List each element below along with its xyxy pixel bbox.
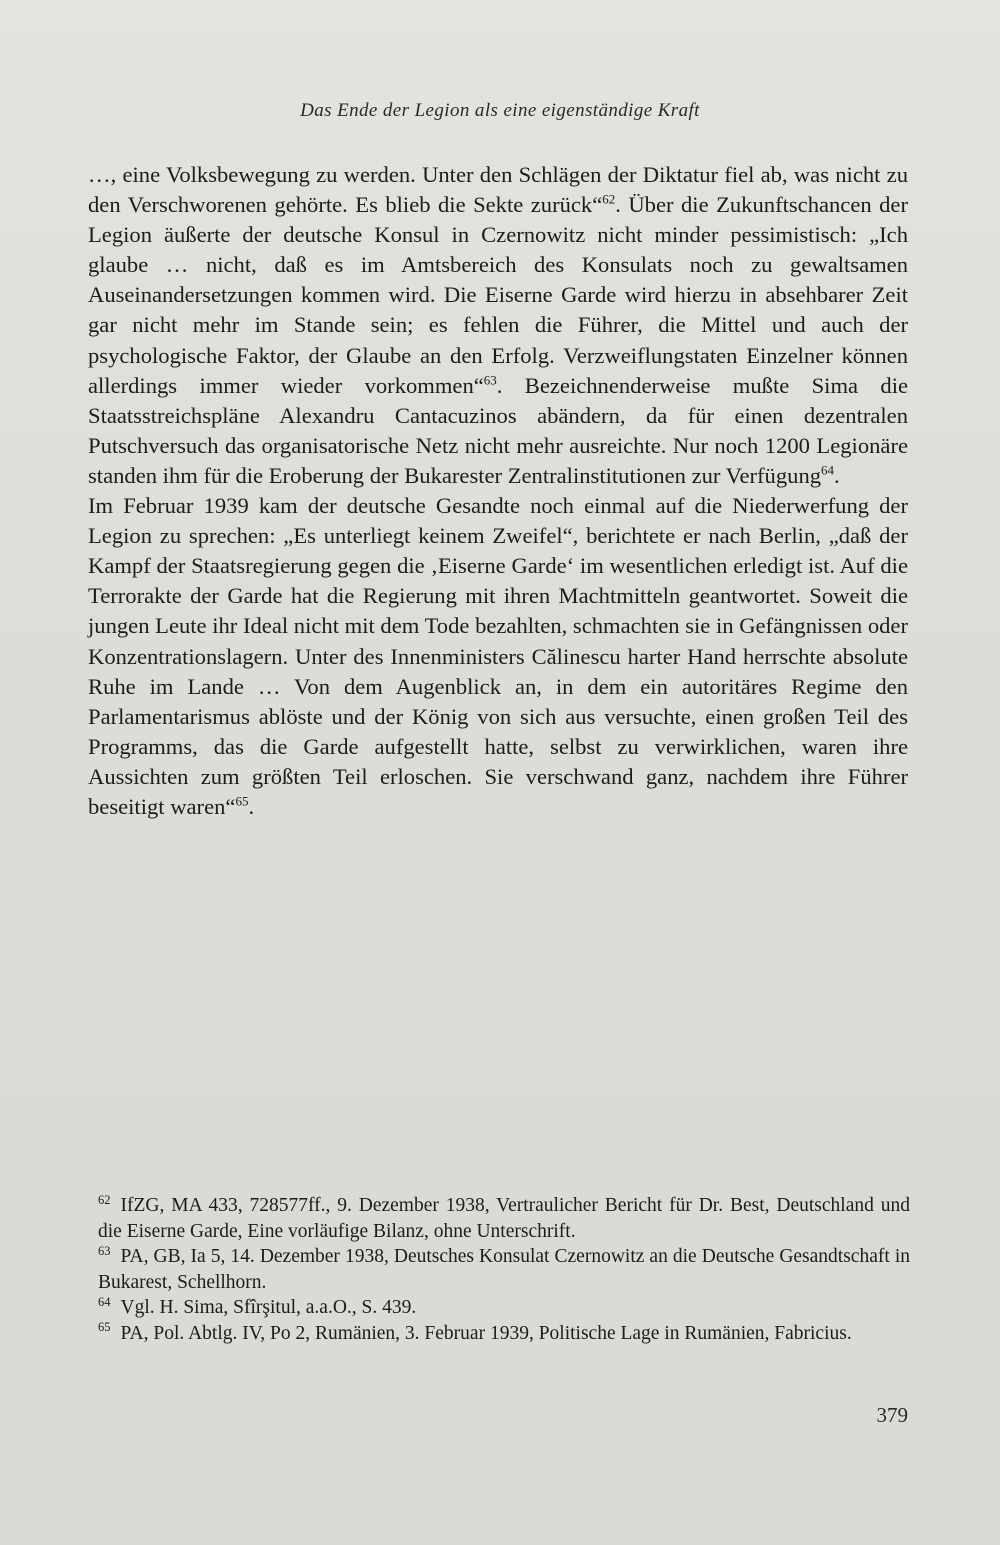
footnote-63 [98, 1244, 910, 1295]
footnote-ref-65: 65 [235, 793, 249, 809]
footnote-number: 64 [98, 1294, 111, 1309]
running-head: Das Ende der Legion als eine eigenständige Kraft [300, 100, 700, 121]
footnote-65 [98, 1321, 910, 1347]
footnotes [98, 1193, 910, 1346]
body-text [88, 160, 908, 822]
text-segment: . [248, 793, 255, 819]
footnote-number: 63 [98, 1243, 111, 1258]
text-segment: …, eine Volksbewegung zu werden. Unter den Schlägen der Diktatur fiel ab, was nicht zu den Verschworenen gehörte. Es blieb die Sekte zurück“ [88, 162, 908, 218]
page-number: 379 [876, 1403, 908, 1427]
footnote-ref-62: 62 [602, 191, 616, 207]
footnote-number: 62 [98, 1192, 111, 1207]
paragraph [88, 160, 908, 491]
footnote-text: PA, GB, Ia 5, 14. Dezember 1938, Deutsches Konsulat Czernowitz an die Deutsche Gesandtschaft in Bukarest, Schellhorn. [98, 1246, 910, 1293]
footnote-text: IfZG, MA 433, 728577ff., 9. Dezember 1938, Vertraulicher Bericht für Dr. Best, Deutschland und die Eiserne Garde, Eine vorläufige Bilanz, ohne Unterschrift. [98, 1195, 910, 1242]
footnote-ref-64: 64 [821, 462, 835, 478]
paragraph [88, 491, 908, 822]
footnote-text: PA, Pol. Abtlg. IV, Po 2, Rumänien, 3. Februar 1939, Politische Lage in Rumänien, Fabricius. [120, 1322, 852, 1344]
text-segment: . Bezeichnenderweise mußte Sima die Staatsstreichspläne Alexandru Cantacuzinos abändern, da für einen dezentralen Putschversuch das organisatorische Netz nicht mehr ausreichte. Nur noch 1200 Legionäre standen ihm für die Eroberung der Bukarester Zentralinstitutionen zur Verfügung [88, 372, 909, 488]
text-segment: Im Februar 1939 kam der deutsche Gesandte noch einmal auf die Niederwerfung der Legion zu sprechen: „Es unterliegt keinem Zweifel“, berichtete er nach Berlin, „daß der Kampf der Staatsregierung gegen die ‚Eiserne Garde‘ im wesentlichen erledigt ist. Auf die Terrorakte der Garde hat die Regierung mit ihren Machtmitteln geantwortet. Soweit die jungen Leute ihr Ideal nicht mit dem Tode bezahlten, schmachten sie in Gefängnissen oder Konzentrationslagern. Unter des Innenministers Călinescu harter Hand herrschte absolute Ruhe im Lande … Von dem Augenblick an, in dem ein autoritäres Regime den Parlamentarismus ablöste und der König von sich aus versuchte, einen großen Teil des Programms, das die Garde aufgestellt hatte, selbst zu verwirklichen, waren ihre Aussichten zum größten Teil erloschen. Sie verschwand ganz, nachdem ihre Führer beseitigt waren“ [88, 493, 908, 819]
text-segment: . Über die Zukunftschancen der Legion äußerte der deutsche Konsul in Czernowitz nicht minder pessimistisch: „Ich glaube … nicht, daß es im Amtsbereich des Konsulats noch zu gewaltsamen Auseinandersetzungen kommen wird. Die Eiserne Garde wird hierzu in absehbarer Zeit gar nicht mehr im Stande sein; es fehlen die Führer, die Mittel und auch der psychologische Faktor, der Glaube an den Erfolg. Verzweiflungstaten Einzelner können allerdings immer wieder vorkommen“ [88, 192, 908, 398]
footnote-text: Vgl. H. Sima, Sfîrşitul, a.a.O., S. 439. [120, 1297, 417, 1318]
footnote-ref-63: 63 [483, 372, 497, 388]
text-segment: . [834, 462, 840, 488]
footnote-number: 65 [98, 1320, 111, 1334]
footnote-62 [98, 1193, 910, 1244]
footnote-64 [98, 1295, 910, 1321]
